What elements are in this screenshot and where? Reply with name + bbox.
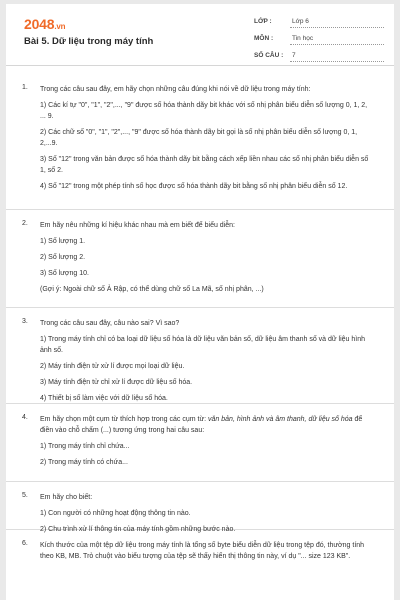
question-text-prefix: Em hãy chọn một cụm từ thích hợp trong các cụm từ: <box>40 416 209 423</box>
question-text: Kích thước của một tệp dữ liệu trong máy tính là tổng số byte biểu diễn dữ liệu trong tệp đó, thường tính theo KB, MB. Trỏ chuột vào biểu tượng của tệp sẽ thấy hiển thị thông tin này, ví dụ "... size 123 KB". <box>40 542 365 560</box>
question-item: 1) Các kí tự "0", "1", "2",..., "9" được số hóa thành dãy bit khác với số nhị phân biểu diễn số lượng 0, 1, 2, ... 9. <box>40 102 368 120</box>
question-item: 2) Các chữ số "0", "1", "2",..., "9" được số hóa thành dãy bit gọi là số nhị phân biểu diễn số lượng 0, 1, 2,...9. <box>40 129 358 147</box>
question-1 <box>6 74 394 210</box>
question-number: 4. <box>22 414 28 421</box>
meta-class-label: LỚP : <box>254 17 272 25</box>
question-number: 1. <box>22 84 28 91</box>
question-hint: (Gợi ý: Ngoài chữ số Ả Rập, có thể dùng chữ số La Mã, số nhị phân, ...) <box>40 286 264 293</box>
question-text-emphasis: văn bản, hình ảnh và âm thanh, dữ liệu số hóa <box>208 416 353 423</box>
question-item: 1) Con người có những hoạt động thông tin nào. <box>40 510 191 517</box>
question-text-suffix: để điền vào chỗ chấm (...) tương ứng trong hai câu sau: <box>40 416 363 434</box>
logo-suffix: .vn <box>54 22 66 31</box>
question-item: 3) Số lượng 10. <box>40 270 89 277</box>
question-4 <box>6 404 394 482</box>
question-item: 3) Số "12" trong văn bản được số hóa thành dãy bit bằng cách xếp liền nhau các số nhị phân biểu diễn số 1, số 2. <box>40 156 369 174</box>
question-6 <box>6 530 394 572</box>
question-item: 1) Trong máy tính chỉ có ba loại dữ liệu số hóa là dữ liệu văn bản số, dữ liệu âm thanh số và dữ liệu hình ảnh số. <box>40 336 365 354</box>
question-number: 5. <box>22 492 28 499</box>
question-item: 4) Thiết bị số làm việc với dữ liệu số hóa. <box>40 395 168 402</box>
worksheet-page <box>6 4 394 600</box>
question-5 <box>6 482 394 533</box>
question-text: Em hãy cho biết: <box>40 494 93 501</box>
meta-count-value: 7 <box>290 49 384 62</box>
question-item: 2) Trong máy tính có chứa... <box>40 459 128 466</box>
question-text: Trong các câu sau đây, em hãy chọn những câu đúng khi nói về dữ liệu trong máy tính: <box>40 86 311 93</box>
question-3 <box>6 308 394 404</box>
question-text: Em hãy nêu những kí hiệu khác nhau mà em biết để biểu diễn: <box>40 222 235 229</box>
meta-class-value: Lớp 6 <box>290 15 384 28</box>
question-item: 1) Số lượng 1. <box>40 238 86 245</box>
meta-subject-label: MÔN : <box>254 34 274 42</box>
site-logo[interactable] <box>24 16 65 32</box>
question-text <box>40 414 372 436</box>
question-item: 3) Máy tính điện tử chỉ xử lí được dữ liệu số hóa. <box>40 379 193 386</box>
question-text: Trong các câu sau đây, câu nào sai? Vì sao? <box>40 320 180 327</box>
logo-main: 2048 <box>24 16 55 32</box>
question-2 <box>6 210 394 308</box>
question-item: 2) Máy tính điện tử xử lí được mọi loại dữ liệu. <box>40 363 185 370</box>
question-item: 2) Số lượng 2. <box>40 254 86 261</box>
question-item: 4) Số "12" trong một phép tính số học được số hóa thành dãy bit bằng số nhị phân biểu diễn số 12. <box>40 183 348 190</box>
meta-subject-row <box>254 31 384 45</box>
worksheet-header <box>6 4 394 66</box>
question-number: 3. <box>22 318 28 325</box>
meta-count-label: SỐ CÂU : <box>254 51 284 59</box>
meta-box <box>254 14 384 65</box>
question-item: 2) Chu trình xử lí thông tin của máy tính gồm những bước nào. <box>40 526 236 533</box>
lesson-title: Bài 5. Dữ liệu trong máy tính <box>24 36 154 47</box>
meta-subject-value: Tin học <box>290 32 384 45</box>
meta-count-row <box>254 48 384 62</box>
meta-class-row <box>254 14 384 28</box>
question-number: 2. <box>22 220 28 227</box>
questions-list <box>6 74 394 572</box>
question-item: 1) Trong máy tính chỉ chứa... <box>40 443 130 450</box>
question-number: 6. <box>22 540 28 547</box>
